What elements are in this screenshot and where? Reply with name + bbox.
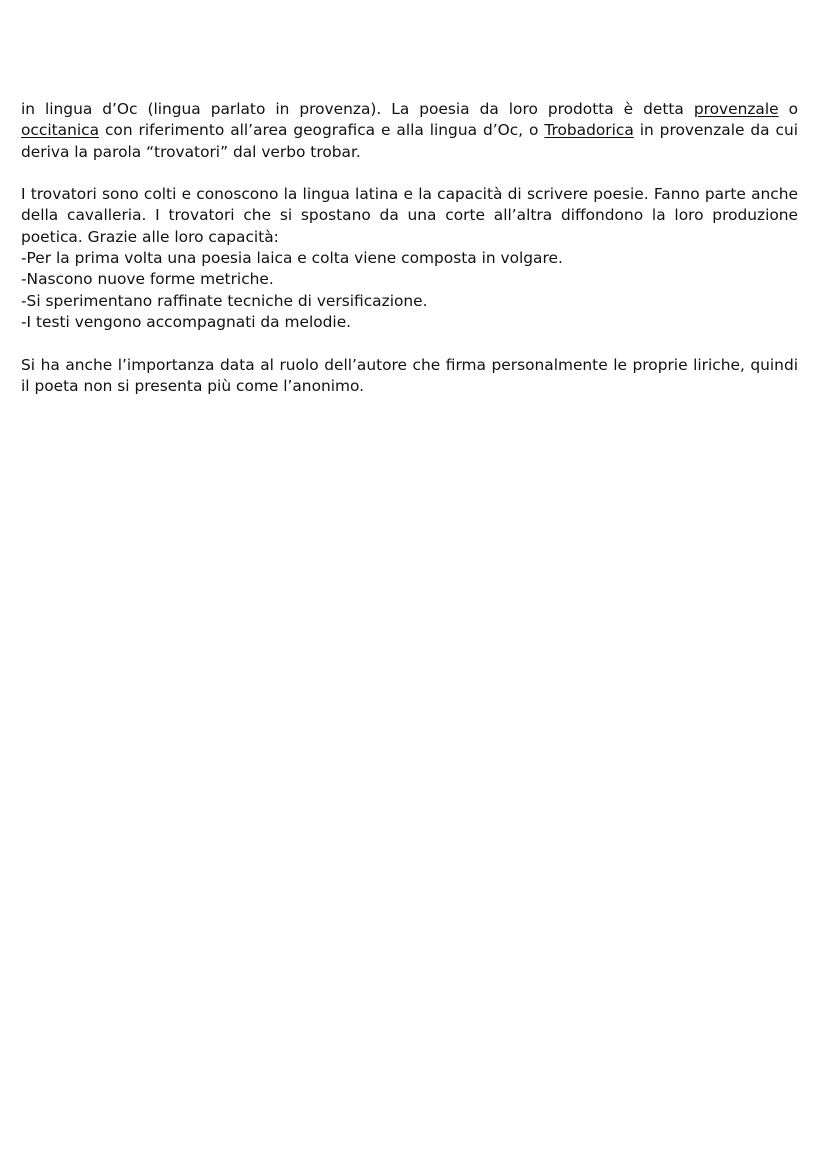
list-item: -I testi vengono accompagnati da melodie.: [21, 312, 352, 331]
paragraph-trovatori: [21, 184, 798, 333]
list-item: -Si sperimentano raffinate tecniche di versificazione.: [21, 291, 428, 310]
list-item: -Nascono nuove forme metriche.: [21, 270, 274, 289]
paragraph-text: o: [778, 100, 799, 118]
paragraph-provenzale: [21, 99, 798, 163]
paragraph-autore: Si ha anche l’importanza data al ruolo dell’autore che firma personalmente le proprie liriche, quindi il poeta non si presenta più come l’anonimo.: [21, 355, 798, 395]
paragraph-text: con riferimento all’area geografica e alla lingua d’Oc, o: [99, 121, 545, 140]
list-item: -Per la prima volta una poesia laica e colta viene composta in volgare.: [21, 249, 563, 268]
term-provenzale: provenzale: [693, 100, 779, 118]
paragraph-text: in provenzale da cui deriva la parola “trovatori” dal verbo trobar.: [21, 121, 798, 161]
paragraph-text: in lingua d’Oc (lingua parlato in provenza). La poesia da loro prodotta è detta: [21, 100, 694, 118]
paragraph-intro: I trovatori sono colti e conoscono la lingua latina e la capacità di scrivere poesie. Fanno parte anche della cavalleria. I trovatori che si spostano da una corte all’altra diffondono la loro produzione poetica. Grazie alle loro capacità:: [21, 185, 798, 246]
document-page: [21, 99, 798, 418]
term-trobadorica: Trobadorica: [544, 121, 634, 140]
term-occitanica: occitanica: [21, 121, 100, 140]
